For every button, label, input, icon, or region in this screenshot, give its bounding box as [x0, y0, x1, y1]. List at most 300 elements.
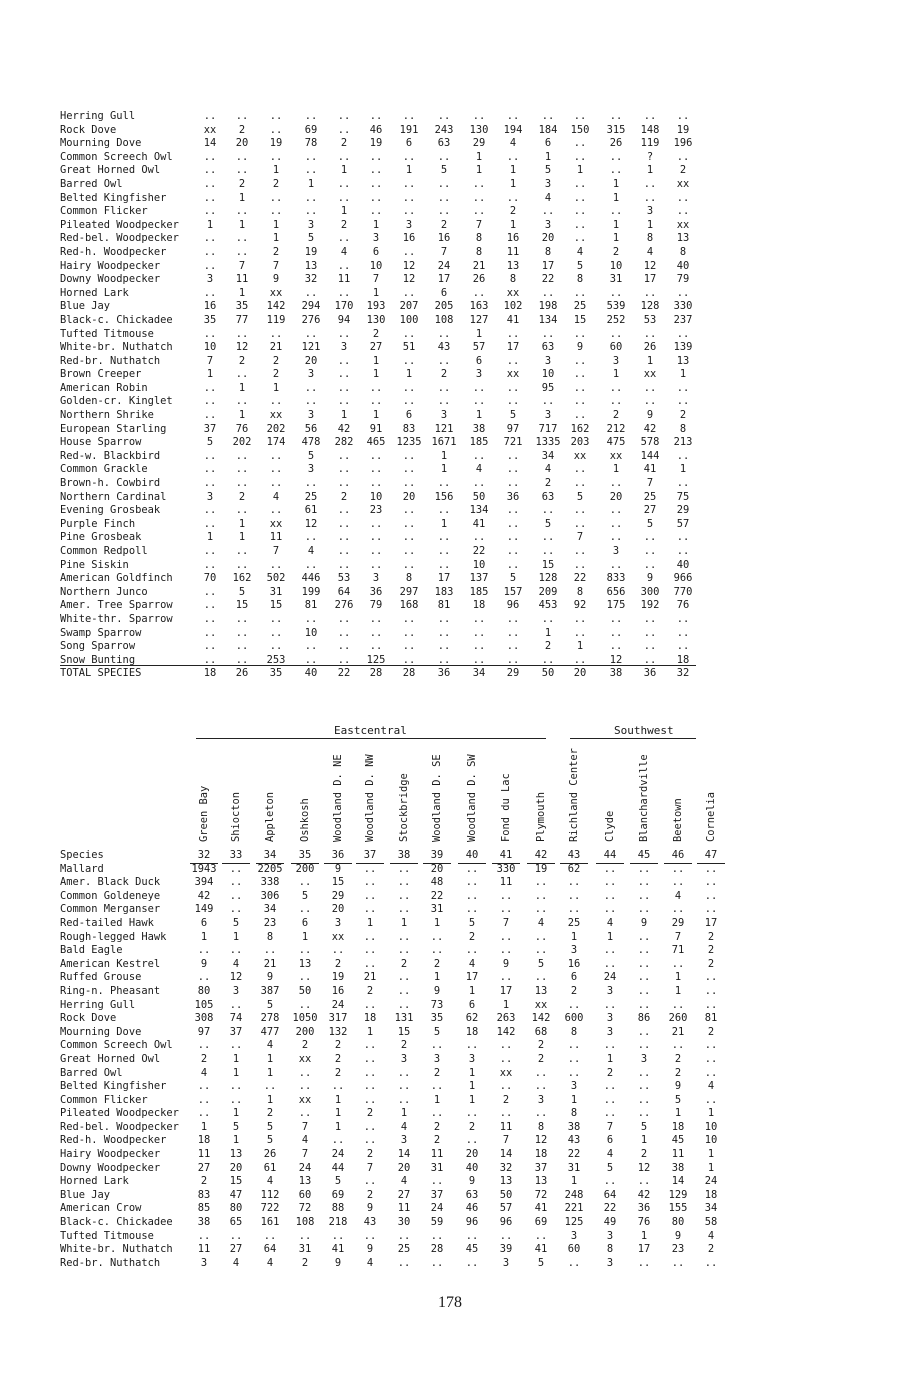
count-cell: 1: [640, 1134, 648, 1147]
count-cell: 30: [397, 1216, 411, 1229]
count-cell: 4: [266, 1175, 274, 1188]
count-cell: 50: [499, 1188, 513, 1201]
count-cell: ..: [676, 612, 690, 625]
count-cell: ..: [465, 944, 479, 957]
count-cell: 31: [430, 1161, 444, 1174]
count-cell: ..: [541, 286, 555, 299]
count-cell: 20: [541, 232, 555, 245]
column-header-label: Woodland D. NE: [332, 754, 344, 842]
count-cell: 7: [502, 916, 510, 929]
count-cell: 2: [433, 1066, 441, 1079]
species-name: Golden-cr. Kinglet: [60, 395, 173, 408]
count-cell: 185: [469, 436, 489, 449]
count-cell: 1: [238, 531, 246, 544]
count-cell: ..: [369, 381, 383, 394]
count-cell: 21: [472, 259, 486, 272]
count-cell: 2: [400, 1039, 408, 1052]
count-cell: 57: [472, 341, 486, 354]
count-cell: ..: [337, 653, 351, 666]
count-cell: 24: [603, 971, 617, 984]
count-cell: 5: [606, 1161, 614, 1174]
species-name: American Goldfinch: [60, 572, 173, 585]
count-cell: ..: [472, 395, 486, 408]
count-cell: ..: [499, 1229, 513, 1242]
species-name: Common Merganser: [60, 903, 161, 916]
count-cell: ..: [643, 531, 657, 544]
count-cell: ..: [337, 626, 351, 639]
count-cell: 2: [544, 640, 552, 653]
count-cell: 20: [430, 862, 444, 875]
count-cell: 1: [272, 381, 280, 394]
count-cell: 22: [541, 273, 555, 286]
count-cell: 76: [637, 1216, 651, 1229]
count-cell: 196: [673, 137, 693, 150]
count-cell: 175: [606, 599, 626, 612]
count-cell: ..: [337, 110, 351, 122]
count-cell: ..: [269, 395, 283, 408]
count-cell: 26: [609, 137, 623, 150]
count-cell: ..: [269, 612, 283, 625]
count-cell: 42: [337, 422, 351, 435]
count-cell: 22: [472, 545, 486, 557]
count-cell: ..: [203, 463, 217, 476]
species-name: Horned Lark: [60, 286, 129, 299]
count-cell: 1: [570, 1175, 578, 1188]
count-cell: 966: [673, 572, 693, 585]
count-cell: 3: [606, 1256, 614, 1269]
count-cell: ..: [573, 218, 587, 231]
count-cell: 2: [340, 218, 348, 231]
count-cell: 121: [434, 422, 454, 435]
count-cell: 13: [499, 1175, 513, 1188]
count-cell: 1: [509, 164, 517, 177]
count-cell: 72: [298, 1202, 312, 1215]
count-cell: 100: [399, 313, 419, 326]
count-cell: ..: [437, 612, 451, 625]
count-cell: 144: [640, 449, 660, 462]
count-cell: 3: [307, 368, 315, 381]
count-cell: ..: [573, 150, 587, 163]
count-cell: 237: [673, 313, 693, 326]
page-number: 178: [438, 1294, 462, 1311]
count-cell: ..: [671, 862, 685, 875]
count-cell: 31: [567, 1161, 581, 1174]
count-cell: ..: [541, 545, 555, 557]
count-cell: ..: [304, 191, 318, 204]
species-name: Barred Owl: [60, 1066, 123, 1079]
count-cell: 3: [646, 205, 654, 218]
count-cell: 1: [646, 218, 654, 231]
count-cell: 23: [263, 916, 277, 929]
count-cell: ..: [337, 558, 351, 571]
count-cell: ..: [573, 463, 587, 476]
count-cell: ..: [402, 191, 416, 204]
count-cell: ..: [229, 903, 243, 916]
count-cell: 12: [534, 1134, 548, 1147]
count-cell: ..: [229, 1093, 243, 1106]
count-cell: 75: [676, 490, 690, 503]
count-cell: ..: [437, 626, 451, 639]
count-cell: 1: [570, 1093, 578, 1106]
species-name: Common Grackle: [60, 463, 148, 476]
count-cell: xx: [609, 449, 623, 462]
count-cell: ..: [499, 1080, 513, 1093]
count-cell: 394: [194, 876, 214, 889]
count-cell: 1: [238, 381, 246, 394]
count-cell: 27: [643, 504, 657, 517]
count-cell: ..: [369, 110, 383, 122]
count-cell: 37: [203, 422, 217, 435]
species-name: Rock Dove: [60, 1012, 117, 1025]
count-cell: 7: [272, 259, 280, 272]
count-cell: 1: [612, 218, 620, 231]
count-cell: 1: [206, 368, 214, 381]
species-name: Great Horned Owl: [60, 1052, 161, 1065]
count-cell: ..: [363, 930, 377, 943]
count-cell: ..: [369, 150, 383, 163]
species-name: Rough-legged Hawk: [60, 930, 167, 943]
count-cell: 1: [238, 286, 246, 299]
count-cell: ..: [269, 477, 283, 490]
count-cell: ..: [567, 1039, 581, 1052]
species-name: Evening Grosbeak: [60, 504, 161, 517]
count-cell: 139: [673, 341, 693, 354]
count-cell: 125: [366, 653, 386, 666]
count-cell: ..: [573, 504, 587, 517]
count-cell: ..: [369, 531, 383, 544]
count-cell: 18: [704, 1188, 718, 1201]
count-cell: ..: [676, 286, 690, 299]
count-cell: ..: [363, 1052, 377, 1065]
count-cell: 44: [331, 1161, 345, 1174]
count-cell: 72: [534, 1188, 548, 1201]
count-cell: 8: [405, 572, 413, 585]
count-cell: 199: [301, 585, 321, 598]
count-cell: 387: [260, 984, 280, 997]
count-cell: 36: [637, 1202, 651, 1215]
count-cell: ..: [437, 395, 451, 408]
count-cell: 10: [472, 558, 486, 571]
count-cell: ..: [472, 612, 486, 625]
count-cell: 96: [506, 599, 520, 612]
count-cell: 2: [334, 1039, 342, 1052]
count-cell: ..: [609, 110, 623, 122]
count-cell: 205: [434, 300, 454, 313]
count-cell: ..: [437, 327, 451, 340]
column-header: [423, 742, 451, 842]
count-cell: 1: [576, 164, 584, 177]
count-cell: 2: [238, 354, 246, 367]
count-cell: ..: [643, 286, 657, 299]
count-cell: 92: [573, 599, 587, 612]
count-cell: 18: [676, 653, 690, 666]
count-cell: 41: [331, 1243, 345, 1256]
count-cell: 3: [606, 984, 614, 997]
count-cell: 1: [238, 517, 246, 530]
count-cell: 1: [238, 218, 246, 231]
count-cell: 1: [206, 218, 214, 231]
count-cell: 243: [434, 123, 454, 136]
count-cell: 37: [534, 1161, 548, 1174]
count-cell: 2: [238, 177, 246, 190]
count-cell: ..: [541, 653, 555, 666]
count-cell: ..: [637, 957, 651, 970]
count-cell: 3: [537, 1093, 545, 1106]
count-cell: 36: [643, 667, 657, 680]
count-cell: ..: [506, 150, 520, 163]
count-cell: ..: [402, 177, 416, 190]
species-name: Pileated Woodpecker: [60, 218, 179, 231]
count-cell: ..: [203, 545, 217, 557]
column-number: 41: [492, 849, 520, 864]
count-cell: ..: [676, 449, 690, 462]
count-cell: ..: [369, 545, 383, 557]
count-cell: ..: [337, 123, 351, 136]
count-cell: 1: [475, 327, 483, 340]
count-cell: ..: [437, 640, 451, 653]
count-cell: ..: [637, 862, 651, 875]
species-name: Rock Dove: [60, 123, 117, 136]
count-cell: ..: [203, 245, 217, 258]
count-cell: 5: [232, 916, 240, 929]
count-cell: ..: [465, 862, 479, 875]
count-cell: 200: [295, 862, 315, 875]
count-cell: 2: [440, 368, 448, 381]
count-cell: xx: [269, 409, 283, 422]
species-name: Red-tailed Hawk: [60, 916, 154, 929]
count-cell: 12: [235, 341, 249, 354]
count-cell: 91: [369, 422, 383, 435]
count-cell: 1943: [191, 862, 217, 875]
count-cell: ..: [609, 395, 623, 408]
count-cell: 11: [337, 273, 351, 286]
count-cell: 2: [679, 164, 687, 177]
count-cell: ..: [609, 150, 623, 163]
count-cell: ..: [203, 259, 217, 272]
count-cell: 50: [541, 667, 555, 680]
count-cell: xx: [269, 286, 283, 299]
count-cell: ..: [671, 1039, 685, 1052]
count-cell: ..: [235, 449, 249, 462]
count-cell: ..: [676, 477, 690, 490]
count-cell: 88: [331, 1202, 345, 1215]
count-cell: ..: [229, 1080, 243, 1093]
count-cell: 2: [200, 1175, 208, 1188]
count-cell: 5: [544, 517, 552, 530]
count-cell: ..: [541, 205, 555, 218]
count-cell: ..: [573, 205, 587, 218]
count-cell: ..: [430, 944, 444, 957]
count-cell: 8: [537, 1120, 545, 1133]
count-cell: 721: [503, 436, 523, 449]
count-cell: 34: [541, 449, 555, 462]
count-cell: 1: [232, 1134, 240, 1147]
count-cell: ..: [203, 395, 217, 408]
count-cell: 4: [606, 916, 614, 929]
count-cell: ..: [235, 395, 249, 408]
count-cell: 11: [506, 245, 520, 258]
column-header: [222, 742, 250, 842]
count-cell: ..: [506, 381, 520, 394]
count-cell: 3: [405, 218, 413, 231]
column-number: 34: [256, 849, 284, 864]
count-cell: ..: [397, 862, 411, 875]
count-cell: ..: [676, 381, 690, 394]
count-cell: ..: [609, 477, 623, 490]
count-cell: 3: [372, 232, 380, 245]
species-name: Downy Woodpecker: [60, 273, 161, 286]
count-cell: ..: [235, 477, 249, 490]
column-header-label: Oshkosh: [299, 798, 311, 842]
count-cell: 5: [266, 1134, 274, 1147]
count-cell: ..: [704, 971, 718, 984]
count-cell: ..: [203, 164, 217, 177]
count-cell: 21: [671, 1025, 685, 1038]
count-cell: 20: [235, 137, 249, 150]
count-cell: ..: [472, 191, 486, 204]
count-cell: ..: [269, 123, 283, 136]
count-cell: ..: [573, 354, 587, 367]
column-number: 46: [664, 849, 692, 864]
count-cell: 27: [369, 341, 383, 354]
count-cell: 45: [671, 1134, 685, 1147]
count-cell: ..: [437, 191, 451, 204]
count-cell: 2: [612, 245, 620, 258]
species-name: Mallard: [60, 862, 104, 875]
count-cell: 38: [197, 1216, 211, 1229]
count-cell: 16: [402, 232, 416, 245]
column-header: [664, 742, 692, 842]
count-cell: ..: [331, 944, 345, 957]
species-name: Northern Shrike: [60, 409, 154, 422]
count-cell: 29: [472, 137, 486, 150]
count-cell: 1: [372, 218, 380, 231]
count-cell: 62: [567, 862, 581, 875]
count-cell: 45: [465, 1243, 479, 1256]
count-cell: 13: [676, 354, 690, 367]
count-cell: ..: [573, 177, 587, 190]
count-cell: ?: [646, 150, 654, 163]
count-cell: 2: [544, 477, 552, 490]
count-cell: ..: [235, 368, 249, 381]
count-cell: 17: [704, 916, 718, 929]
count-cell: ..: [430, 1256, 444, 1269]
count-cell: ..: [304, 558, 318, 571]
species-name: Mourning Dove: [60, 137, 142, 150]
count-cell: 76: [235, 422, 249, 435]
count-cell: 142: [496, 1025, 516, 1038]
count-cell: 42: [197, 889, 211, 902]
count-cell: 3: [433, 1052, 441, 1065]
count-cell: 19: [269, 137, 283, 150]
count-cell: 7: [475, 218, 483, 231]
count-cell: ..: [573, 395, 587, 408]
count-cell: 2: [537, 1039, 545, 1052]
count-cell: ..: [197, 1080, 211, 1093]
count-cell: 162: [570, 422, 590, 435]
count-cell: 69: [304, 123, 318, 136]
count-cell: 16: [331, 984, 345, 997]
count-cell: 6: [405, 409, 413, 422]
count-cell: 5: [640, 1120, 648, 1133]
count-cell: ..: [567, 1256, 581, 1269]
count-cell: 20: [331, 903, 345, 916]
count-cell: ..: [437, 177, 451, 190]
count-cell: ..: [534, 889, 548, 902]
count-cell: 1: [400, 1107, 408, 1120]
species-name: Mourning Dove: [60, 1025, 142, 1038]
count-cell: ..: [534, 1080, 548, 1093]
count-cell: 4: [509, 137, 517, 150]
count-cell: ..: [304, 205, 318, 218]
count-cell: 9: [646, 409, 654, 422]
count-cell: xx: [499, 1066, 513, 1079]
count-cell: 207: [399, 300, 419, 313]
column-header-label: Fond du Lac: [500, 773, 512, 842]
count-cell: 7: [646, 477, 654, 490]
count-cell: ..: [229, 876, 243, 889]
count-cell: 79: [369, 599, 383, 612]
count-cell: ..: [269, 626, 283, 639]
count-cell: ..: [363, 1039, 377, 1052]
count-cell: ..: [573, 558, 587, 571]
count-cell: ..: [402, 653, 416, 666]
count-cell: 105: [194, 998, 214, 1011]
count-cell: 198: [538, 300, 558, 313]
count-cell: 4: [266, 1256, 274, 1269]
count-cell: 81: [437, 599, 451, 612]
count-cell: 12: [643, 259, 657, 272]
count-cell: ..: [465, 1134, 479, 1147]
count-cell: 112: [260, 1188, 280, 1201]
count-cell: 4: [544, 463, 552, 476]
count-cell: ..: [402, 531, 416, 544]
count-cell: 43: [363, 1216, 377, 1229]
count-cell: 453: [538, 599, 558, 612]
count-cell: ..: [203, 205, 217, 218]
count-cell: ..: [363, 876, 377, 889]
count-cell: ..: [637, 1025, 651, 1038]
count-cell: ..: [402, 477, 416, 490]
column-number: 35: [291, 849, 319, 864]
count-cell: 15: [397, 1025, 411, 1038]
count-cell: 213: [673, 436, 693, 449]
column-number: 37: [356, 849, 384, 864]
count-cell: 14: [203, 137, 217, 150]
count-cell: ..: [603, 862, 617, 875]
column-header: [596, 742, 624, 842]
count-cell: 276: [301, 313, 321, 326]
region-rule-southwest: [570, 738, 696, 739]
count-cell: 276: [334, 599, 354, 612]
species-name: White-br. Nuthatch: [60, 1243, 173, 1256]
count-cell: ..: [704, 1066, 718, 1079]
count-cell: 6: [440, 286, 448, 299]
count-cell: 130: [366, 313, 386, 326]
count-cell: 64: [603, 1188, 617, 1201]
count-cell: 5: [646, 517, 654, 530]
count-cell: ..: [304, 477, 318, 490]
count-cell: 8: [679, 245, 687, 258]
count-cell: 42: [643, 422, 657, 435]
count-cell: ..: [506, 477, 520, 490]
count-cell: ..: [609, 626, 623, 639]
column-header-label: Appleton: [264, 791, 276, 842]
count-cell: 16: [567, 957, 581, 970]
count-cell: 2205: [257, 862, 283, 875]
count-cell: 1: [468, 1066, 476, 1079]
count-cell: ..: [506, 354, 520, 367]
